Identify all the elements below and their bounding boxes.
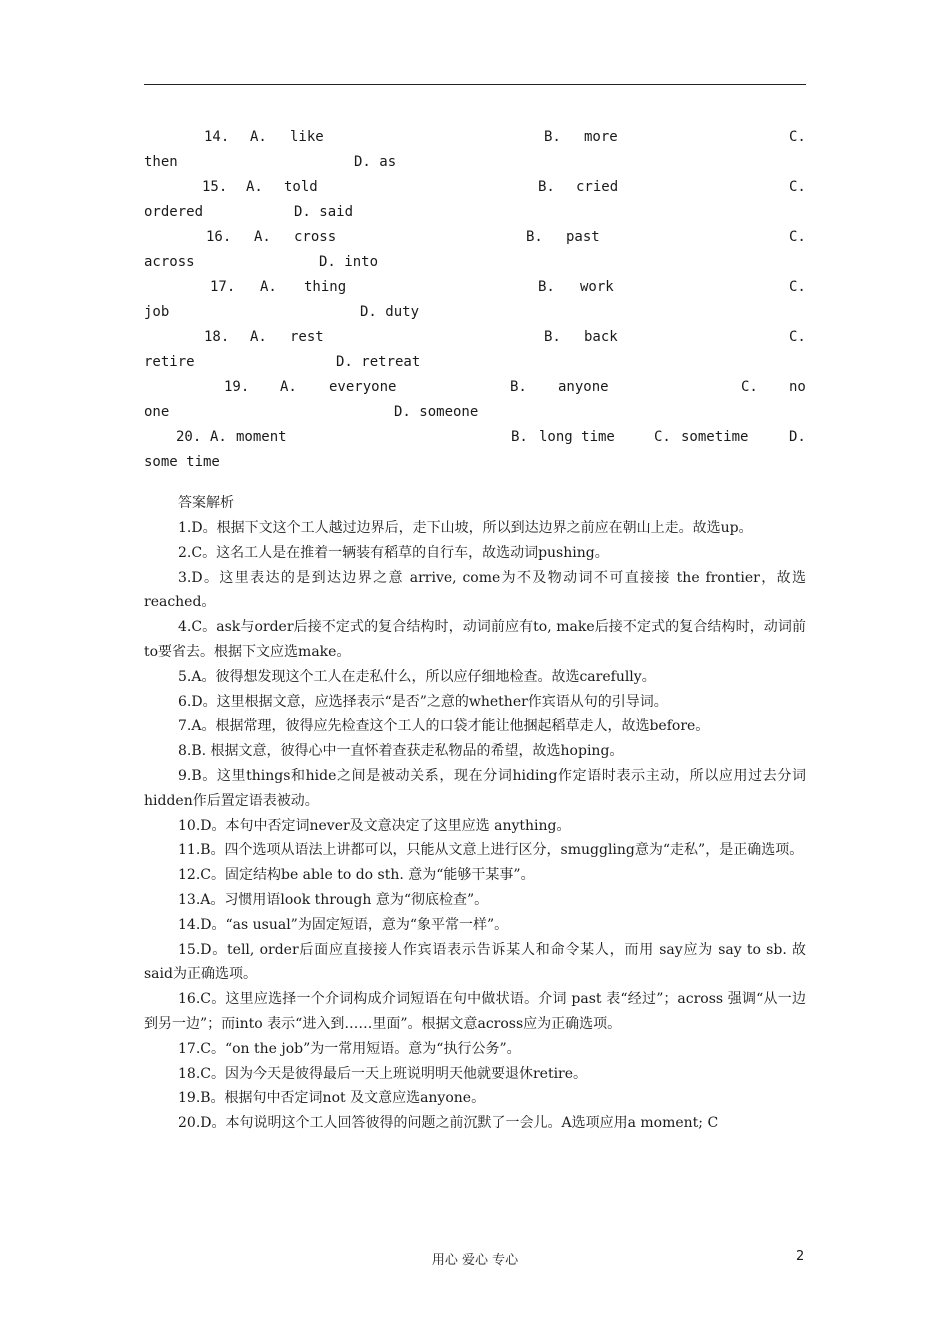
option-b-text: work — [580, 279, 614, 295]
option-d: D. into — [319, 254, 379, 270]
question-16 — [144, 224, 806, 274]
option-d: D. retreat — [336, 354, 421, 370]
option-c-label: C. — [789, 179, 806, 195]
option-d: D. said — [294, 204, 354, 220]
page-footer: 用心 爱心 专心 — [431, 1253, 519, 1268]
option-c-label: C. — [654, 429, 671, 445]
answer-12: 12.C。固定结构be able to do sth. 意为“能够干某事”。 — [178, 867, 535, 884]
option-a-label: A. — [254, 229, 271, 245]
answer-13: 13.A。习惯用语look through 意为“彻底检查”。 — [178, 891, 489, 908]
answer-17: 17.C。“on the job”为一常用短语。意为“执行公务”。 — [178, 1040, 521, 1057]
option-b-label: B. — [538, 279, 555, 295]
option-c-text: retire — [144, 354, 195, 370]
option-d: D. someone — [394, 404, 479, 420]
option-c-label: C. — [789, 329, 806, 345]
question-number: 18. — [204, 329, 230, 345]
question-14 — [144, 124, 806, 174]
question-17 — [144, 274, 806, 324]
question-number: 15. — [202, 179, 228, 195]
answer-16: 16.C。这里应选择一个介词构成介词短语在句中做状语。介词 past 表“经过”；across 强调“从一边到另一边”；而into 表示“进入到……里面”。根据文意across应为正确选项。 — [144, 991, 806, 1032]
question-15 — [144, 174, 806, 224]
answer-8: 8.B. 根据文意，彼得心中一直怀着查获走私物品的希望，故选hoping。 — [178, 743, 624, 760]
question-20 — [144, 424, 806, 474]
answer-7: 7.A。根据常理，彼得应先检查这个工人的口袋才能让他捆起稻草走人，故选before。 — [178, 718, 710, 735]
option-c-label: C. — [789, 279, 806, 295]
option-d: D. duty — [360, 304, 420, 320]
option-a-text: like — [290, 129, 324, 145]
option-b-label: B. — [511, 429, 528, 445]
option-b-label: B. — [510, 379, 527, 395]
document-body — [144, 124, 806, 1136]
option-b-text: past — [566, 229, 600, 245]
option-c-label: C. — [741, 379, 758, 395]
option-a-text: everyone — [329, 379, 397, 395]
option-c-text: ordered — [144, 204, 204, 220]
header-rule — [144, 84, 806, 85]
option-c-text: job — [144, 304, 170, 320]
option-a-text: moment — [236, 429, 287, 445]
option-a-text: cross — [294, 229, 337, 245]
answer-20: 20.D。本句说明这个工人回答彼得的问题之前沉默了一会儿。A选项应用a moment; C — [178, 1115, 719, 1132]
option-c-text: no — [789, 379, 806, 395]
option-a-text: rest — [290, 329, 324, 345]
option-d-label: D. — [789, 429, 806, 445]
option-b-label: B. — [544, 129, 561, 145]
option-b-label: B. — [544, 329, 561, 345]
option-c-text-cont: one — [144, 404, 170, 420]
question-19 — [144, 374, 806, 424]
option-c-text: across — [144, 254, 195, 270]
answer-4: 4.C。ask与order后接不定式的复合结构时，动词前应有to, make后接不定式的复合结构时，动词前to要省去。根据下文应选make。 — [144, 619, 806, 660]
option-a-label: A. — [260, 279, 277, 295]
question-number: 16. — [206, 229, 232, 245]
option-a-label: A. — [246, 179, 263, 195]
answer-heading: 答案解析 — [178, 495, 234, 511]
question-number: 14. — [204, 129, 230, 145]
answer-15: 15.D。tell, order后面应直接接人作宾语表示告诉某人和命令某人，而用 say应为 say to sb. 故said为正确选项。 — [144, 941, 806, 983]
option-a-label: A. — [250, 129, 267, 145]
option-b-text: anyone — [558, 379, 609, 395]
question-number: 19. — [224, 379, 250, 395]
page-number: 2 — [796, 1249, 805, 1264]
option-b-label: B. — [526, 229, 543, 245]
option-c-text: sometime — [681, 429, 749, 445]
option-a-label: A. — [210, 429, 227, 445]
option-c-label: C. — [789, 129, 806, 145]
option-d: D. as — [354, 154, 397, 170]
option-b-text: more — [584, 129, 618, 145]
option-a-label: A. — [280, 379, 297, 395]
answer-6: 6.D。这里根据文意，应选择表示“是否”之意的whether作宾语从句的引导词。 — [178, 693, 668, 710]
answer-19: 19.B。根据句中否定词not 及文意应选anyone。 — [178, 1090, 486, 1107]
answer-5: 5.A。彼得想发现这个工人在走私什么，所以应仔细地检查。故选carefully。 — [178, 668, 656, 685]
answer-14: 14.D。“as usual”为固定短语，意为“象平常一样”。 — [178, 916, 509, 933]
question-number: 20. — [176, 429, 202, 445]
option-b-label: B. — [538, 179, 555, 195]
answer-11: 11.B。四个选项从语法上讲都可以，只能从文意上进行区分，smuggling意为“走私”，是正确选项。 — [178, 842, 804, 859]
option-b-text: long time — [539, 429, 615, 445]
option-c-label: C. — [789, 229, 806, 245]
option-a-text: thing — [304, 279, 347, 295]
option-b-text: back — [584, 329, 618, 345]
question-number: 17. — [210, 279, 236, 295]
option-c-text: then — [144, 154, 178, 170]
option-d: some time — [144, 454, 220, 470]
answer-10: 10.D。本句中否定词never及文意决定了这里应选 anything。 — [178, 817, 571, 834]
answer-18: 18.C。因为今天是彼得最后一天上班说明明天他就要退休retire。 — [178, 1065, 588, 1082]
option-b-text: cried — [576, 179, 619, 195]
question-18 — [144, 324, 806, 374]
option-a-text: told — [284, 179, 318, 195]
answer-9: 9.B。这里things和hide之间是被动关系，现在分词hiding作定语时表示主动，所以应用过去分词hidden作后置定语表被动。 — [144, 767, 806, 809]
answer-2: 2.C。这名工人是在推着一辆装有稻草的自行车，故选动词pushing。 — [178, 544, 609, 561]
answer-1: 1.D。根据下文这个工人越过边界后，走下山坡，所以到达边界之前应在朝山上走。故选up。 — [178, 520, 753, 536]
answer-3: 3.D。这里表达的是到达边界之意 arrive, come为不及物动词不可直接接 the frontier，故选reached。 — [144, 569, 806, 611]
option-a-label: A. — [250, 329, 267, 345]
